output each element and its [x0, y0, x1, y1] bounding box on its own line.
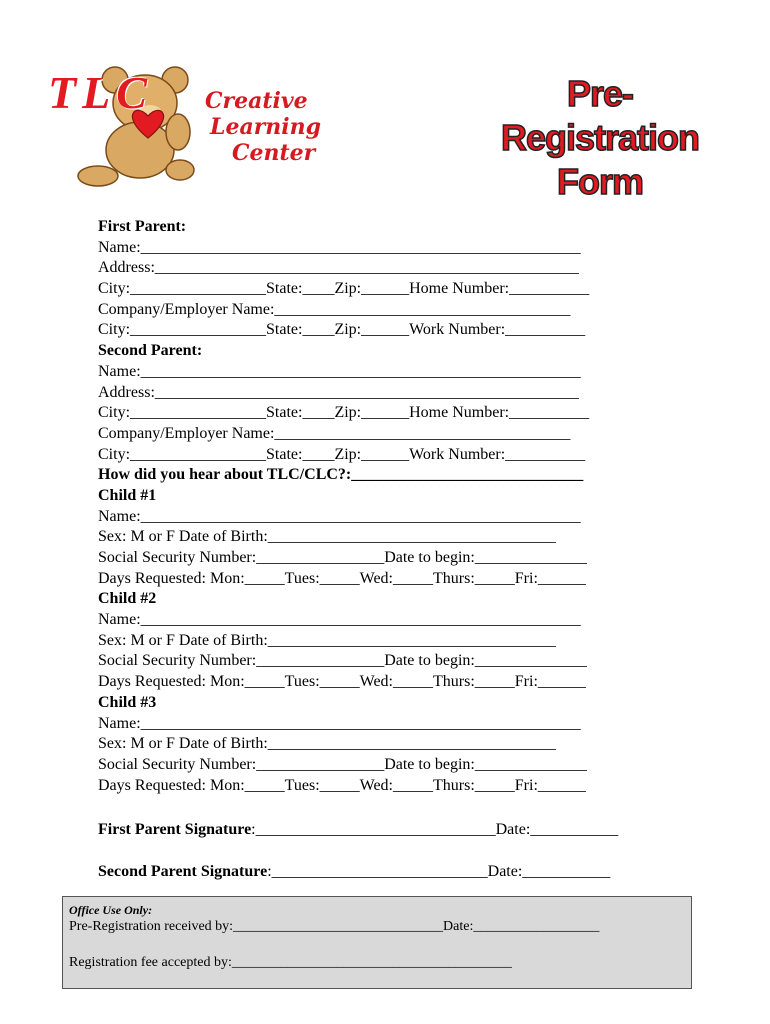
section-heading: Second Parent:: [98, 342, 203, 360]
form-field-line[interactable]: City:_________________State:____Zip:______Home Number:__________: [98, 280, 590, 298]
form-field-line[interactable]: Sex: M or F Date of Birth:____________________________________: [98, 631, 556, 649]
fee-accepted-line[interactable]: Registration fee accepted by:________________________________________: [69, 955, 512, 970]
office-header: Office Use Only:: [69, 903, 153, 917]
logo-letters: TLC: [48, 67, 153, 118]
form-field-line[interactable]: City:_________________State:____Zip:______Home Number:__________: [98, 404, 590, 422]
form-field-line[interactable]: Sex: M or F Date of Birth:____________________________________: [98, 528, 556, 546]
form-field-line[interactable]: Address:_____________________________________________________: [98, 383, 579, 401]
title-line-1: Pre-Registration: [500, 73, 700, 158]
logo-center: Center: [232, 140, 316, 166]
form-field-line[interactable]: Company/Employer Name:_____________________________________: [98, 300, 571, 318]
second-signature-label: Second Parent Signature: [98, 863, 268, 880]
form-field-line[interactable]: Name:_______________________________________________________: [98, 611, 581, 629]
form-field-line[interactable]: Social Security Number:________________Date to begin:______________: [98, 652, 587, 670]
form-field-line[interactable]: Name:_______________________________________________________: [98, 238, 581, 256]
first-parent-signature-line[interactable]: [98, 821, 618, 839]
first-signature-label: First Parent Signature: [98, 821, 252, 838]
section-heading: Child #3: [98, 693, 157, 711]
form-field-line[interactable]: Sex: M or F Date of Birth:____________________________________: [98, 735, 556, 753]
form-field-line[interactable]: Social Security Number:________________Date to begin:______________: [98, 549, 587, 566]
second-signature-field: :___________________________Date:___________: [267, 863, 611, 880]
form-field-line[interactable]: Company/Employer Name:_____________________________________: [98, 424, 571, 442]
second-parent-signature-line[interactable]: [98, 863, 610, 881]
form-field-line[interactable]: Name:_______________________________________________________: [98, 507, 581, 525]
form-field-line[interactable]: Social Security Number:________________Date to begin:______________: [98, 755, 587, 773]
first-signature-field: :______________________________Date:___________: [251, 821, 619, 838]
form-field-line[interactable]: City:_________________State:____Zip:______Work Number:__________: [98, 321, 586, 339]
form-field-line[interactable]: Days Requested: Mon:_____Tues:_____Wed:_____Thurs:_____Fri:______: [98, 776, 586, 794]
received-by-line[interactable]: Pre-Registration received by:______________________________Date:__________________: [69, 919, 600, 934]
section-heading: How did you hear about TLC/CLC?:_____________________________: [98, 466, 584, 484]
tlc-logo: [40, 58, 340, 188]
section-heading: First Parent:: [98, 218, 187, 235]
registration-form: [98, 217, 658, 796]
form-field-line[interactable]: Address:_____________________________________________________: [98, 259, 579, 277]
form-field-line[interactable]: Days Requested: Mon:_____Tues:_____Wed:_____Thurs:_____Fri:______: [98, 569, 586, 587]
form-field-line[interactable]: Days Requested: Mon:_____Tues:_____Wed:_____Thurs:_____Fri:______: [98, 673, 586, 691]
form-field-line[interactable]: Name:_______________________________________________________: [98, 714, 581, 732]
logo-creative: Creative: [205, 88, 308, 114]
form-title: [480, 72, 720, 204]
section-heading: Child #1: [98, 486, 157, 504]
office-use-box: [62, 896, 692, 989]
logo-learning: Learning: [210, 114, 322, 140]
title-line-2: Form: [557, 161, 643, 202]
section-heading: Child #2: [98, 590, 157, 608]
form-field-line[interactable]: City:_________________State:____Zip:______Work Number:__________: [98, 445, 586, 463]
form-field-line[interactable]: Name:_______________________________________________________: [98, 362, 581, 380]
